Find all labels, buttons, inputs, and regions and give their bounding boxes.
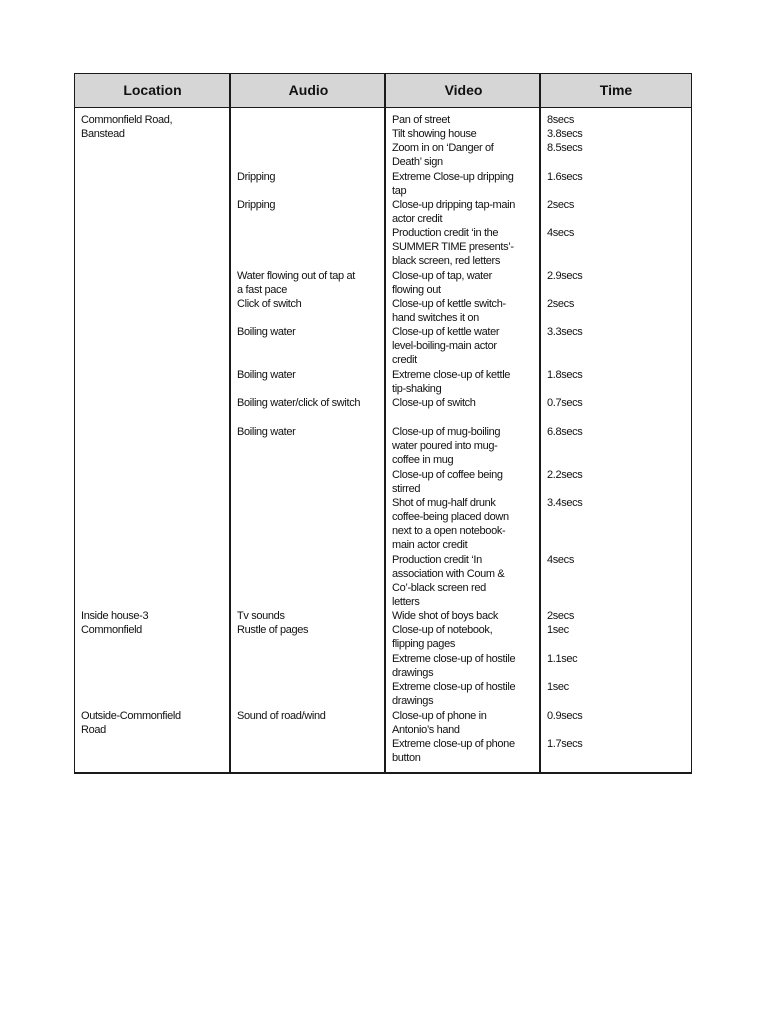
cell-audio: Water flowing out of tap at a fast pace [237, 270, 355, 297]
cell-audio: Dripping [237, 199, 276, 211]
cell-time: 0.7secs [547, 397, 583, 409]
cell-audio: Dripping [237, 171, 276, 183]
cell-video: Tilt showing house [392, 128, 477, 140]
cell-time: 3.8secs [547, 128, 583, 140]
cell-time: 2secs [547, 610, 574, 622]
cell-video: Close-up of kettle switch- hand switches it on [392, 298, 506, 325]
cell-time: 4secs [547, 554, 574, 566]
cell-video: Close-up of switch [392, 397, 476, 409]
cell-video: Close-up of coffee being stirred [392, 469, 503, 496]
header-time: Time [599, 82, 633, 98]
cell-time: 0.9secs [547, 710, 583, 722]
header-video: Video [444, 82, 483, 98]
cell-video: Close-up of notebook, flipping pages [392, 624, 493, 651]
cell-audio: Boiling water/click of switch [237, 397, 361, 409]
cell-video: Close-up of kettle water level-boiling-main actor credit [392, 326, 500, 367]
table-body [75, 107, 691, 772]
cell-video: Pan of street [392, 114, 450, 126]
cell-time: 2.9secs [547, 270, 583, 282]
cell-audio: Sound of road/wind [237, 710, 326, 722]
cell-time: 1.1sec [547, 653, 578, 665]
cell-audio: Boiling water [237, 369, 296, 381]
cell-audio: Tv sounds [237, 610, 285, 622]
cell-time: 1.8secs [547, 369, 583, 381]
header-audio: Audio [288, 82, 329, 98]
cell-time: 3.3secs [547, 326, 583, 338]
cell-location: Outside-Commonfield Road [81, 710, 181, 737]
cell-video: Close-up of tap, water flowing out [392, 270, 492, 297]
cell-time: 2.2secs [547, 469, 583, 481]
cell-video: Production credit ‘In association with Coum & Co’-black screen red letters [392, 554, 505, 609]
cell-audio: Boiling water [237, 426, 296, 438]
cell-video: Production credit ‘in the SUMMER TIME presents’- black screen, red letters [392, 227, 514, 268]
cell-time: 8secs [547, 114, 574, 126]
cell-location: Commonfield Road, Banstead [81, 114, 173, 141]
cell-video: Zoom in on ‘Danger of Death’ sign [392, 142, 494, 169]
cell-video: Close-up dripping tap-main actor credit [392, 199, 515, 226]
cell-video: Extreme close-up of phone button [392, 738, 515, 765]
cell-video: Extreme Close-up dripping tap [392, 171, 514, 198]
cell-time: 6.8secs [547, 426, 583, 438]
cell-video: Extreme close-up of kettle tip-shaking [392, 369, 511, 396]
header-location: Location [123, 82, 182, 98]
cell-video: Close-up of mug-boiling water poured into mug- coffee in mug [392, 426, 501, 467]
shooting-script-table [74, 73, 692, 774]
cell-time: 8.5secs [547, 142, 583, 154]
cell-video: Close-up of phone in Antonio’s hand [392, 710, 487, 737]
cell-location: Inside house-3 Commonfield [81, 610, 149, 637]
cell-audio: Click of switch [237, 298, 302, 310]
cell-time: 4secs [547, 227, 574, 239]
cell-time: 1.7secs [547, 738, 583, 750]
cell-video: Extreme close-up of hostile drawings [392, 681, 516, 708]
cell-video: Extreme close-up of hostile drawings [392, 653, 516, 680]
cell-time: 2secs [547, 298, 574, 310]
cell-time: 1sec [547, 624, 569, 636]
cell-time: 2secs [547, 199, 574, 211]
table-header [75, 74, 691, 108]
cell-time: 1.6secs [547, 171, 583, 183]
cell-audio: Boiling water [237, 326, 296, 338]
cell-time: 1sec [547, 681, 569, 693]
cell-time: 3.4secs [547, 497, 583, 509]
cell-video: Wide shot of boys back [392, 610, 499, 622]
cell-audio: Rustle of pages [237, 624, 309, 636]
cell-video: Shot of mug-half drunk coffee-being placed down next to a open notebook- main actor credit [392, 497, 509, 552]
